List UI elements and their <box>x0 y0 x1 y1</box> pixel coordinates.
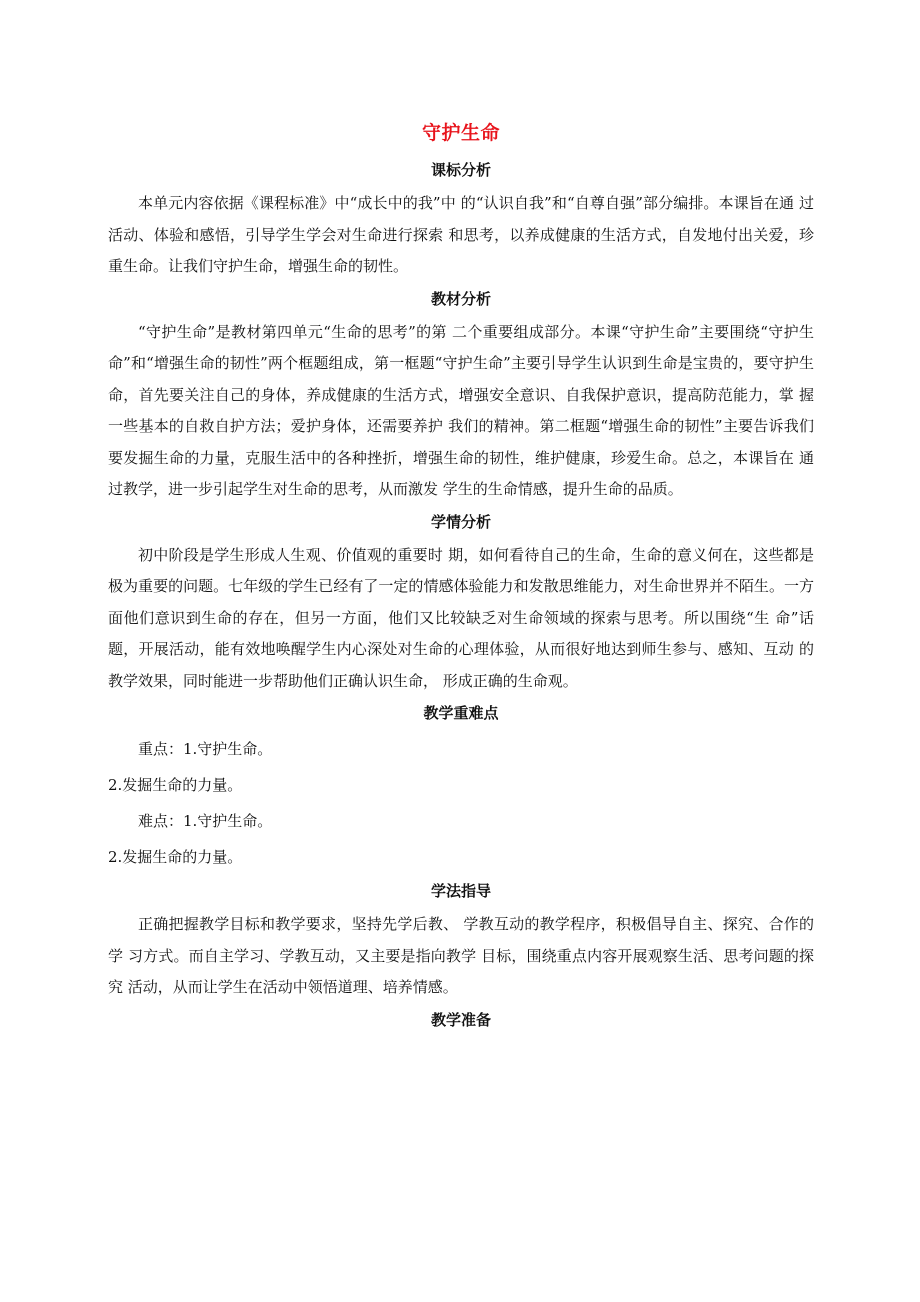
key-point-line: 重点：1.守护生命。 <box>138 740 273 758</box>
paragraph: 正确把握教学目标和教学要求，坚持先学后教、 学教互动的教学程序，积极倡导自主、探究、合作的学 习方式。而自主学习、学教互动，又主要是指向教学 目标，围绕重点内容开展观察生活、思考问题的探究 活动，从而让学生在活动中领悟道理、培养情感。 <box>108 915 814 996</box>
section-student-analysis <box>108 510 814 698</box>
paragraph: 初中阶段是学生形成人生观、价值观的重要时 期，如何看待自己的生命，生命的意义何在，这些都是极为重要的问题。七年级的学生已经有了一定的情感体验能力和发散思维能力，对生命世界并不陌生。一方面他们意识到生命的存在，但另一方面，他们又比较缺乏对生命领域的探索与思考。所以围绕“生 命”话题，开展活动，能有效地唤醒学生内心深处对生命的心理体验，从而很好地达到师生参与、感知、互动 的教学效果，同时能进一步帮助他们正确认识生命， 形成正确的生命观。 <box>108 545 814 690</box>
section-heading: 教材分析 <box>430 289 491 308</box>
section-heading: 学情分析 <box>430 512 491 531</box>
paragraph: 本单元内容依据《课程标准》中“成长中的我”中 的“认识自我”和“自尊自强”部分编排。本课旨在通 过活动、体验和感悟，引导学生学会对生命进行探索 和思考，以养成健康的生活方式，自发地付出关爱，珍 重生命。让我们守护生命，增强生命的韧性。 <box>108 194 814 275</box>
section-learning-guidance <box>108 879 814 1004</box>
section-heading: 教学准备 <box>430 1010 491 1029</box>
key-point-line: 2.发掘生命的力量。 <box>108 776 243 794</box>
document-page <box>108 118 814 1038</box>
difficult-point-line: 难点：1.守护生命。 <box>138 812 273 830</box>
document-title: 守护生命 <box>421 122 500 144</box>
section-heading: 教学重难点 <box>423 704 499 722</box>
section-heading: 课标分析 <box>430 161 491 179</box>
section-textbook-analysis <box>108 287 814 506</box>
section-standards-analysis <box>108 158 814 283</box>
section-key-difficult-points <box>108 701 814 875</box>
paragraph: “守护生命”是教材第四单元“生命的思考”的第 二个重要组成部分。本课“守护生命”主要围绕“守护生命”和“增强生命的韧性”两个框题组成，第一框题“守护生命”主要引导学生认识到生命是宝贵的，要守护生命，首先要关注自己的身体，养成健康的生活方式，增强安全意识、自我保护意识，提高防范能力，掌 握一些基本的自救自护方法；爱护身体，还需要养护 我们的精神。第二框题“增强生命的韧性”主要告诉我们要发掘生命的力量，克服生活中的各种挫折，增强生命的韧性，维护健康，珍爱生命。总之，本课旨在 通过教学，进一步引起学生对生命的思考，从而激发 学生的生命情感，提升生命的品质。 <box>108 322 814 498</box>
difficult-point-line: 2.发掘生命的力量。 <box>108 848 243 866</box>
section-teaching-preparation <box>108 1008 814 1032</box>
section-heading: 学法指导 <box>430 882 491 900</box>
